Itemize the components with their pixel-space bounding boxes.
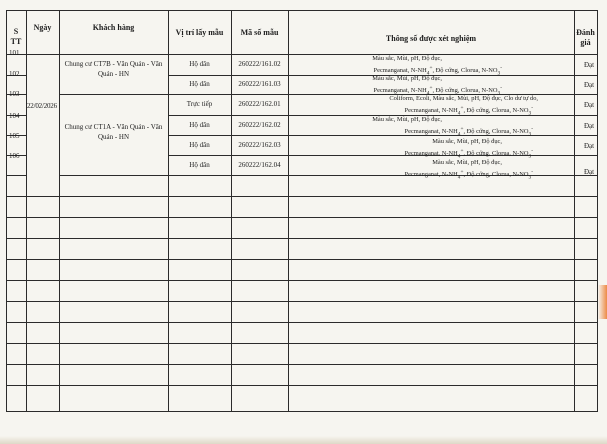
- grid-line: [231, 10, 232, 411]
- grid-line: [597, 10, 598, 411]
- grid-line: [6, 217, 598, 218]
- grid-line: [168, 10, 169, 411]
- row-param-line2: Pecmanganat, $N-NH_4^+$, Độ cứng, Clorua, $N-NO_3^-$: [404, 126, 533, 138]
- row-param-line2: Pecmanganat, $N-NH_4^+$, Độ cứng, Clorua, $N-NO_3^-$: [404, 169, 533, 181]
- grid-line: [6, 196, 598, 197]
- customer-name-line1: Chung cư CT1A - Văn Quán - Văn: [64, 123, 163, 131]
- row-location: Hộ dân: [189, 80, 210, 88]
- row-eval: Đạt: [584, 142, 595, 150]
- row-sample-code: 260222/161.02: [238, 60, 281, 68]
- header-date: Ngày: [33, 23, 52, 32]
- page-bottom-edge: [0, 436, 607, 444]
- row-eval: Đạt: [584, 122, 595, 130]
- grid-line: [168, 135, 598, 136]
- header-eval-top: Đánh: [576, 28, 595, 37]
- row-param-line1: Màu sắc, Mùi, pH, Độ đục,: [372, 75, 442, 82]
- row-param-line1: Màu sắc, Mùi, pH, Độ đục,: [432, 138, 502, 145]
- header-eval-bottom: giá: [580, 38, 591, 47]
- row-location: Trực tiếp: [186, 100, 213, 108]
- row-stt: 104: [9, 112, 20, 120]
- row-stt: 101: [9, 49, 20, 57]
- customer-name-line2: Quán - HN: [97, 133, 130, 141]
- row-param-line2: Pecmanganat, $N-NH_4^+$, Độ cứng, Clorua, $N-NO_3^-$: [404, 105, 533, 117]
- grid-line: [6, 10, 7, 411]
- row-sample-code: 260222/162.04: [238, 161, 281, 169]
- row-eval: Đạt: [584, 101, 595, 109]
- grid-line: [6, 238, 598, 239]
- sampling-date: 22/02/2026: [27, 102, 57, 110]
- row-sample-code: 260222/162.03: [238, 141, 281, 149]
- header-sample-code: Mã số mẫu: [240, 28, 279, 37]
- row-sample-code: 260222/161.03: [238, 80, 281, 88]
- row-location: Hộ dân: [189, 60, 210, 68]
- grid-line: [6, 54, 598, 55]
- customer-name-line1: Chung cư CT7B - Văn Quán - Văn: [64, 60, 163, 68]
- customer-name-line2: Quán - HN: [97, 70, 130, 78]
- grid-line: [6, 280, 598, 281]
- row-param-line1: Màu sắc, Mùi, pH, Độ đục,: [372, 55, 442, 62]
- grid-line: [288, 10, 289, 411]
- row-param-line1: Màu sắc, Mùi, pH, Độ đục,: [372, 116, 442, 123]
- grid-line: [6, 175, 26, 176]
- grid-line: [6, 411, 598, 412]
- header-location: Vị trí lấy mẫu: [175, 28, 224, 37]
- row-param-line2: Pecmanganat, $N-NH_4^+$, Độ cứng, Clorua, $N-NO_3^-$: [373, 65, 502, 77]
- row-eval: Đạt: [584, 168, 595, 176]
- row-stt: 103: [9, 90, 20, 98]
- grid-line: [168, 155, 598, 156]
- row-location: Hộ dân: [189, 161, 210, 169]
- scan-edge-mark: [598, 285, 607, 319]
- row-param-line2: Pecmanganat, $N-NH_4^+$, Độ cứng, Clorua, $N-NO_3^-$: [373, 85, 502, 97]
- row-sample-code: 260222/162.01: [238, 100, 281, 108]
- row-stt: 105: [9, 132, 20, 140]
- header-stt-bottom: TT: [10, 37, 22, 46]
- grid-line: [6, 301, 598, 302]
- grid-line: [6, 322, 598, 323]
- row-param-line1: Màu sắc, Mùi, pH, Độ đục,: [432, 159, 502, 166]
- grid-line: [6, 343, 598, 344]
- row-location: Hộ dân: [189, 121, 210, 129]
- row-param-line2: Pecmanganat, $N-NH_4^+$, Độ cứng, Clorua, $N-NO_3^-$: [404, 148, 533, 160]
- grid-line: [6, 10, 598, 11]
- grid-line: [6, 364, 598, 365]
- row-eval: Đạt: [584, 81, 595, 89]
- grid-line: [6, 259, 598, 260]
- row-param-line1: Coliform, Ecoli, Màu sắc, Mùi, pH, Độ đục, Clo dư tự do,: [389, 95, 538, 102]
- row-stt: 102: [9, 70, 20, 78]
- header-stt-top: S: [13, 27, 19, 36]
- grid-line: [574, 10, 575, 411]
- row-location: Hộ dân: [189, 141, 210, 149]
- header-customer: Khách hàng: [92, 23, 135, 32]
- row-eval: Đạt: [584, 61, 595, 69]
- grid-line: [6, 385, 598, 386]
- row-stt: 106: [9, 152, 20, 160]
- row-sample-code: 260222/162.02: [238, 121, 281, 129]
- grid-line: [26, 10, 27, 411]
- header-parameters: Thông số được xét nghiệm: [385, 34, 477, 43]
